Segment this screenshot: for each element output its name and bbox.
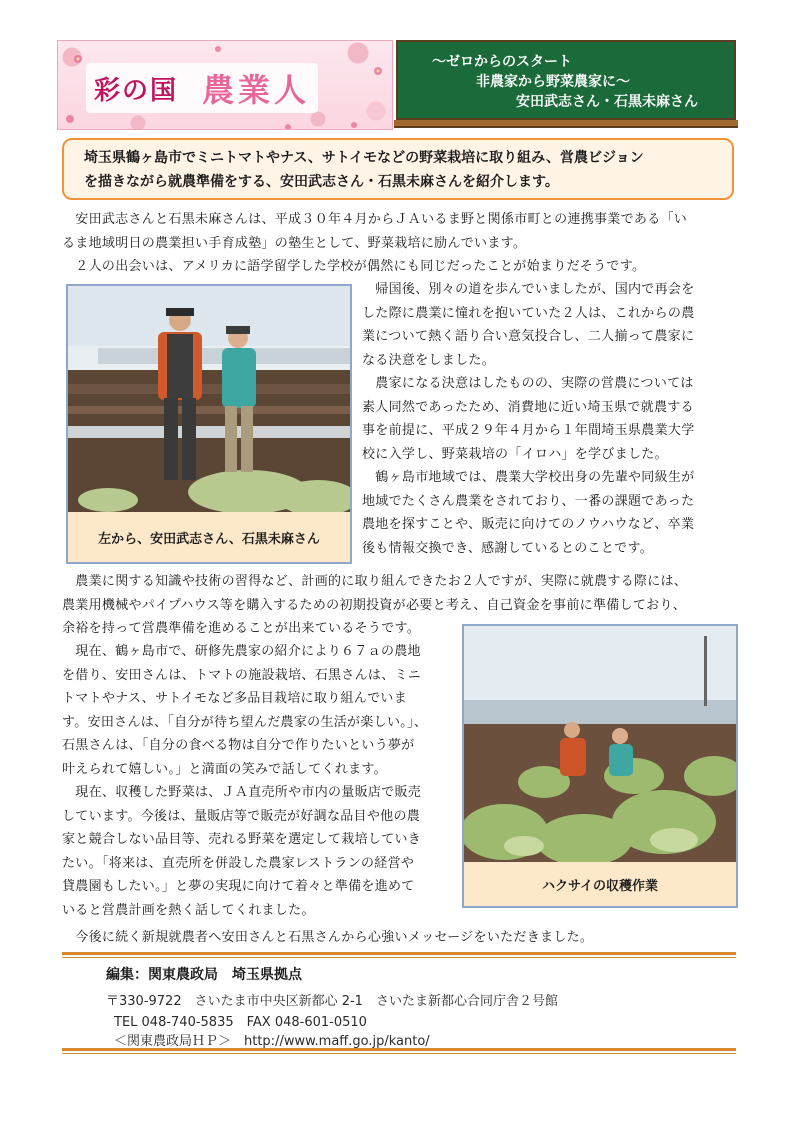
text-line: 校に入学し、野菜栽培の「イロハ」を学びました。 <box>362 446 668 462</box>
text-line: 安田武志さんと石黒未麻さんは、平成３０年４月からＪＡいるま野と関係市町との連携事業である「い <box>62 212 688 227</box>
harvest-photo <box>464 626 736 862</box>
text-line: 後も情報交換でき、感謝しているとのことです。 <box>362 540 654 556</box>
page-title <box>86 63 318 113</box>
text-line: 今後に続く新規就農者へ安田さんと石黒さんから心強いメッセージをいただきました。 <box>62 930 594 945</box>
text-line: いると営農計画を熱く話してくれました。 <box>62 902 315 918</box>
text-line: 農業用機械やパイプハウス等を購入するための初期投資が必要と考え、自己資金を事前に準備しており、 <box>62 597 687 613</box>
footer-rule-top <box>62 952 736 955</box>
text-line: たい。「将来は、直売所を併設した農家レストランの経営や <box>62 855 415 871</box>
subtitle-line-3: 安田武志さん・石黒未麻さん <box>516 94 698 110</box>
photo-caption-2 <box>464 862 736 906</box>
footer-rule-bottom-thin <box>62 1053 736 1054</box>
text-line: 業について熱く語り合い意気投合し、二人揃って農家に <box>362 329 695 344</box>
title-main: 農業人 <box>202 71 311 109</box>
paragraph-1 <box>62 208 687 279</box>
caption-text: ハクサイの収穫作業 <box>541 878 659 894</box>
text-line: を借り、安田さんは、トマトの施設栽培、石黒さんは、ミニ <box>62 667 422 683</box>
text-line: ２人の出会いは、アメリカに語学留学した学校が偶然にも同じだったことが始まりだそうです。 <box>62 259 646 274</box>
text-line: す。安田さんは、「自分が待ち望んだ農家の生活が楽しい。」、 <box>62 714 428 730</box>
text-line: 事を前提に、平成２９年４月から１年間埼玉県農業大学 <box>362 423 695 438</box>
text-line: トマトやナス、サトイモなど多品目栽培に取り組んでいま <box>62 691 408 706</box>
subtitle-line-1: ～ゼロからのスタート <box>432 54 572 70</box>
intro-box <box>62 138 734 200</box>
subtitle-line-2: 非農家から野菜農家に～ <box>476 74 630 90</box>
text-line: 現在、鶴ヶ島市で、研修先農家の紹介により６７ａの農地 <box>62 644 421 659</box>
farmers-photo <box>68 286 350 512</box>
text-line: 農家になる決意はしたものの、実際の営農については <box>362 376 694 391</box>
paragraph-last <box>62 926 593 950</box>
text-line: 余裕を持って営農準備を進めることが出来ているそうです。 <box>62 621 421 636</box>
column-text-1 <box>362 278 695 560</box>
intro-line: を描きながら就農準備をする、安田武志さん・石黒未麻さんを紹介します。 <box>84 174 559 190</box>
text-line: 農地を探すことや、販売に向けてのノウハウなど、卒業 <box>362 517 695 532</box>
footer-address: 〒330-9722 さいたま市中央区新都心 2-1 さいたま新都心合同庁舎２号館 <box>106 994 558 1009</box>
title-prefix: 彩の国 <box>94 75 179 106</box>
text-line: 石黒さんは、「自分の食べる物は自分で作りたいという夢が <box>62 738 415 753</box>
intro-line: 埼玉県鶴ヶ島市でミニトマトやナス、サトイモなどの野菜栽培に取り組み、営農ビジョン <box>84 150 644 166</box>
text-line: 鶴ヶ島市地域では、農業大学校出身の先輩や同級生が <box>362 470 695 485</box>
text-line: 帰国後、別々の道を歩んでいましたが、国内で再会を <box>362 282 695 297</box>
text-line: 素人同然であったため、消費地に近い埼玉県で就農する <box>362 399 694 415</box>
text-line: 農業に関する知識や技術の習得など、計画的に取り組んできたお２人ですが、実際に就農する際には、 <box>62 574 688 589</box>
footer-rule-top-thin <box>62 957 736 958</box>
text-line: 貸農園もしたい。」と夢の実現に向けて着々と準備を進めて <box>62 879 415 894</box>
text-line: 叶えられて嬉しい。」と満面の笑みで話してくれます。 <box>62 761 387 777</box>
photo-frame-1 <box>66 284 352 564</box>
photo-caption-1 <box>68 512 350 562</box>
subtitle-board <box>396 40 736 120</box>
footer-homepage-link[interactable]: ＜関東農政局ＨＰ＞ http://www.maff.go.jp/kanto/ <box>114 1034 430 1049</box>
column-text-2 <box>62 640 427 922</box>
text-line: なる決意をしました。 <box>362 352 496 368</box>
text-line: しています。今後は、量販店等で販売が好調な品目や他の農 <box>62 808 421 824</box>
text-line: るま地域明日の農業担い手育成塾」の塾生として、野菜栽培に励んでいます。 <box>62 235 527 251</box>
text-line: 地域でたくさん農業をされており、一番の課題であった <box>362 493 695 509</box>
text-line: 現在、収穫した野菜は、ＪＡ直売所や市内の量販店で販売 <box>62 785 422 800</box>
board-ledge <box>394 120 738 128</box>
footer-editor: 編集：関東農政局 埼玉県拠点 <box>106 967 302 983</box>
text-line: 家と競合しない品目等、売れる野菜を選定して栽培していき <box>62 832 422 847</box>
header-banner <box>57 40 393 130</box>
caption-text: 左から、安田武志さん、石黒未麻さん <box>98 531 320 547</box>
photo-frame-2 <box>462 624 738 908</box>
text-line: した際に農業に憧れを抱いていた２人は、これからの農 <box>362 305 695 321</box>
footer-rule-bottom <box>62 1048 736 1051</box>
footer-contact: TEL 048-740-5835 FAX 048-601-0510 <box>114 1015 367 1030</box>
